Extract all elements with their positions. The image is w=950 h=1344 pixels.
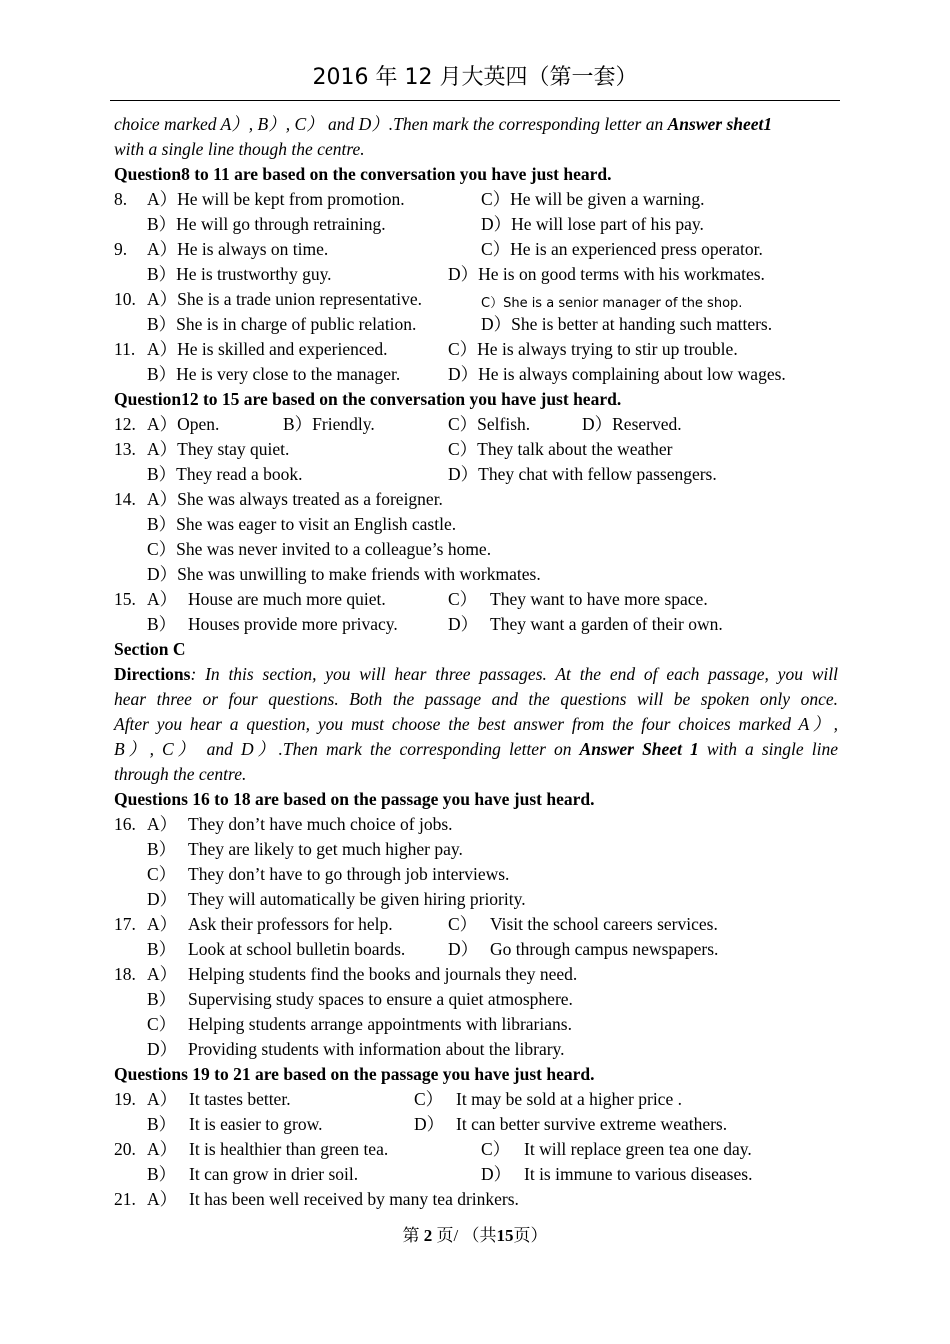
option-d: It is immune to various diseases. xyxy=(524,1164,753,1184)
option-b-label: B） xyxy=(147,839,177,859)
option-d: D）He is always complaining about low wages. xyxy=(448,364,786,384)
option-b: B）Friendly. xyxy=(283,414,375,434)
option-c: C）He is always trying to stir up trouble. xyxy=(448,339,738,359)
option-c: They want to have more space. xyxy=(490,589,708,609)
option-d-label: D） xyxy=(147,889,178,909)
option-b: B）He will go through retraining. xyxy=(147,214,386,234)
question-number: 9. xyxy=(114,239,128,259)
option-a-label: A） xyxy=(147,914,178,934)
option-d: It can better survive extreme weathers. xyxy=(456,1114,728,1134)
option-c-label: C） xyxy=(448,914,478,934)
option-c-label: C） xyxy=(414,1089,444,1109)
question-number: 10. xyxy=(114,289,136,309)
option-a-label: A） xyxy=(147,1189,178,1209)
question-number: 11. xyxy=(114,339,136,359)
section-c-title: Section C xyxy=(114,639,186,659)
question-number: 8. xyxy=(114,189,128,209)
question-number: 13. xyxy=(114,439,136,459)
header-divider xyxy=(110,100,840,101)
option-b-label: B） xyxy=(147,1164,177,1184)
option-a: It tastes better. xyxy=(189,1089,291,1109)
option-a: Ask their professors for help. xyxy=(188,914,393,934)
option-a: A）He is skilled and experienced. xyxy=(147,339,388,359)
option-d-label: D） xyxy=(414,1114,445,1134)
option-c-label: C） xyxy=(481,1139,511,1159)
option-b: Look at school bulletin boards. xyxy=(188,939,406,959)
option-c: C）He is an experienced press operator. xyxy=(481,239,763,259)
option-a: Helping students find the books and journals they need. xyxy=(188,964,578,984)
directions-line-1: Directions: In this section, you will hear three passages. At the end of each passage, you will xyxy=(114,664,838,684)
question-number: 14. xyxy=(114,489,136,509)
section-heading-12-15: Question12 to 15 are based on the conversation you have just heard. xyxy=(114,389,622,409)
total-pages: 15 xyxy=(496,1226,514,1245)
option-a-label: A） xyxy=(147,1139,178,1159)
option-a: It is healthier than green tea. xyxy=(189,1139,389,1159)
option-d-label: D） xyxy=(448,939,479,959)
option-a-label: A） xyxy=(147,1089,178,1109)
directions-line-4: B）, C） and D）.Then mark the corresponding letter on Answer Sheet 1 with a single line xyxy=(114,739,838,759)
option-a-label: A） xyxy=(147,964,178,984)
option-c: It may be sold at a higher price . xyxy=(456,1089,682,1109)
directions-line-5: through the centre. xyxy=(114,764,247,784)
option-b: B）He is trustworthy guy. xyxy=(147,264,332,284)
option-d: Providing students with information about the library. xyxy=(188,1039,565,1059)
option-b: Houses provide more privacy. xyxy=(188,614,398,634)
option-d: D）She is better at handing such matters. xyxy=(481,314,773,334)
option-a: A）They stay quiet. xyxy=(147,439,290,459)
option-b-label: B） xyxy=(147,614,177,634)
option-a: A）She is a trade union representative. xyxy=(147,289,423,309)
option-b: B）She is in charge of public relation. xyxy=(147,314,417,334)
question-number: 16. xyxy=(114,814,136,834)
option-a: A）She was always treated as a foreigner. xyxy=(147,489,443,509)
directions-line-2: hear three or four questions. Both the passage and the questions will be spoken only once. xyxy=(114,689,838,709)
option-d: D）He is on good terms with his workmates. xyxy=(448,264,765,284)
page-number: 2 xyxy=(423,1226,433,1245)
option-a: It has been well received by many tea drinkers. xyxy=(189,1189,519,1209)
option-d: D）Reserved. xyxy=(582,414,682,434)
option-b: They are likely to get much higher pay. xyxy=(188,839,463,859)
page-footer: 第 2 页/ （共15页） xyxy=(402,1226,548,1245)
option-b: It can grow in drier soil. xyxy=(189,1164,359,1184)
option-c: Helping students arrange appointments with librarians. xyxy=(188,1014,572,1034)
question-number: 21. xyxy=(114,1189,136,1209)
option-b-label: B） xyxy=(147,989,177,1009)
option-b: B）He is very close to the manager. xyxy=(147,364,401,384)
option-d: Go through campus newspapers. xyxy=(490,939,719,959)
question-number: 12. xyxy=(114,414,136,434)
option-d-label: D） xyxy=(147,1039,178,1059)
option-b: Supervising study spaces to ensure a quiet atmosphere. xyxy=(188,989,573,1009)
option-d: D）They chat with fellow passengers. xyxy=(448,464,717,484)
question-number: 18. xyxy=(114,964,136,984)
question-number: 15. xyxy=(114,589,136,609)
option-a: A）Open. xyxy=(147,414,220,434)
option-d: They will automatically be given hiring priority. xyxy=(188,889,526,909)
question-number: 19. xyxy=(114,1089,136,1109)
question-number: 20. xyxy=(114,1139,136,1159)
section-heading-19-21: Questions 19 to 21 are based on the passage you have just heard. xyxy=(114,1064,595,1084)
directions-line-3: After you hear a question, you must choose the best answer from the four choices marked A）, xyxy=(114,714,838,734)
option-c: C）He will be given a warning. xyxy=(481,189,705,209)
option-c: C）Selfish. xyxy=(448,414,531,434)
option-a: House are much more quiet. xyxy=(188,589,386,609)
option-b: B）They read a book. xyxy=(147,464,303,484)
intro-line-2: with a single line though the centre. xyxy=(114,139,365,159)
option-c-label: C） xyxy=(147,1014,177,1034)
option-c: They don’t have to go through job interviews. xyxy=(188,864,510,884)
option-b-label: B） xyxy=(147,1114,177,1134)
question-number: 17. xyxy=(114,914,136,934)
option-d: They want a garden of their own. xyxy=(490,614,723,634)
option-c-label: C） xyxy=(448,589,478,609)
intro-line-1: choice marked A）, B）, C） and D）.Then mark the corresponding letter an Answer sheet1 xyxy=(114,114,773,134)
option-c: C）She is a senior manager of the shop. xyxy=(481,296,743,311)
option-d: D）She was unwilling to make friends with workmates. xyxy=(147,564,541,584)
section-heading-8-11: Question8 to 11 are based on the conversation you have just heard. xyxy=(114,164,612,184)
option-c: It will replace green tea one day. xyxy=(524,1139,752,1159)
option-c: C）She was never invited to a colleague’s home. xyxy=(147,539,492,559)
option-c-label: C） xyxy=(147,864,177,884)
option-b-label: B） xyxy=(147,939,177,959)
option-a-label: A） xyxy=(147,814,178,834)
option-c: C）They talk about the weather xyxy=(448,439,673,459)
option-a-label: A） xyxy=(147,589,178,609)
option-a: A）He is always on time. xyxy=(147,239,329,259)
option-b: It is easier to grow. xyxy=(189,1114,323,1134)
option-a: They don’t have much choice of jobs. xyxy=(188,814,453,834)
option-d-label: D） xyxy=(481,1164,512,1184)
option-d-label: D） xyxy=(448,614,479,634)
option-b: B）She was eager to visit an English castle. xyxy=(147,514,457,534)
option-c: Visit the school careers services. xyxy=(490,914,718,934)
option-a: A）He will be kept from promotion. xyxy=(147,189,405,209)
section-heading-16-18: Questions 16 to 18 are based on the passage you have just heard. xyxy=(114,789,595,809)
option-d: D）He will lose part of his pay. xyxy=(481,214,704,234)
page-header: 2016 年 12 月大英四（第一套） xyxy=(312,65,638,90)
